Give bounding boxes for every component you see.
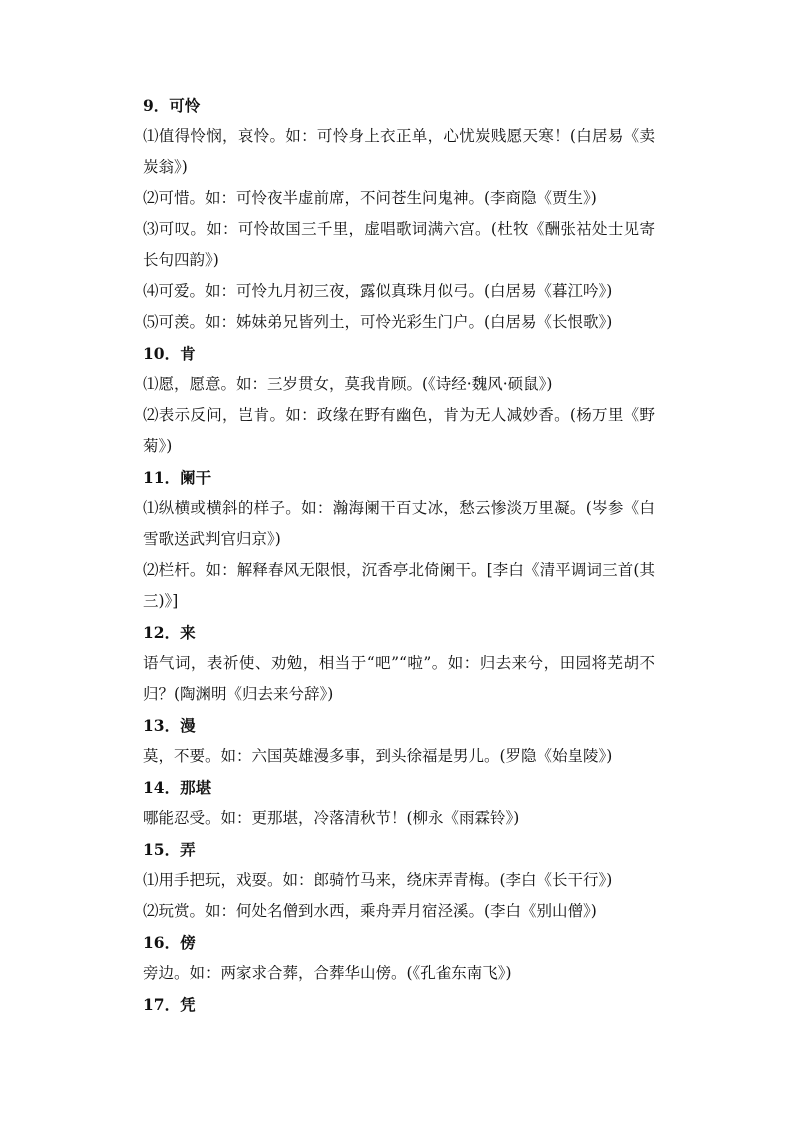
entry-9-def-2: ⑵可惜。如：可怜夜半虚前席，不问苍生问鬼神。(李商隐《贾生》) [143,189,597,207]
entry-heading-14: 14．那堪 [143,778,212,797]
entry-11-def-2: ⑵栏杆。如：解释春风无限恨，沉香亭北倚阑干。[李白《清平调词三首(其三)》] [143,561,655,610]
entry-heading-10: 10．肯 [143,344,196,363]
entry-10-def-1: ⑴愿，愿意。如：三岁贯女，莫我肯顾。(《诗经·魏风·硕鼠》) [143,375,553,393]
entry-12-def-1: 语气词，表祈使、劝勉，相当于“吧”“啦”。如：归去来兮，田园将芜胡不归？(陶渊明《归去来兮辞》) [143,654,655,703]
entry-heading-17: 17．凭 [143,995,196,1014]
entry-heading-11: 11．阑干 [143,468,212,487]
entry-heading-9: 9．可怜 [143,96,201,115]
entry-14-def-1: 哪能忍受。如：更那堪，冷落清秋节！(柳永《雨霖铃》) [143,809,520,827]
entry-9-def-4: ⑷可爱。如：可怜九月初三夜，露似真珠月似弓。(白居易《暮江吟》) [143,282,613,300]
entry-9-def-5: ⑸可羡。如：姊妹弟兄皆列土，可怜光彩生门户。(白居易《长恨歌》) [143,313,613,331]
entry-15-def-1: ⑴用手把玩，戏耍。如：郎骑竹马来，绕床弄青梅。(李白《长干行》) [143,871,613,889]
entry-heading-13: 13．漫 [143,716,196,735]
entry-9-def-3: ⑶可叹。如：可怜故国三千里，虚唱歌词满六宫。(杜牧《酬张祜处士见寄长句四韵》) [143,220,655,269]
entry-10-def-2: ⑵表示反问，岂肯。如：政缘在野有幽色，肯为无人减妙香。(杨万里《野菊》) [143,406,655,455]
entry-11-def-1: ⑴纵横或横斜的样子。如：瀚海阑干百丈冰，愁云惨淡万里凝。(岑参《白雪歌送武判官归京》) [143,499,655,548]
entry-13-def-1: 莫，不要。如：六国英雄漫多事，到头徐福是男儿。(罗隐《始皇陵》) [143,747,613,765]
vocabulary-list [143,90,655,1020]
entry-15-def-2: ⑵玩赏。如：何处名僧到水西，乘舟弄月宿泾溪。(李白《别山僧》) [143,902,597,920]
entry-heading-16: 16．傍 [143,933,196,952]
entry-heading-15: 15．弄 [143,840,196,859]
entry-heading-12: 12．来 [143,623,196,642]
entry-9-def-1: ⑴值得怜悯，哀怜。如：可怜身上衣正单，心忧炭贱愿天寒！(白居易《卖炭翁》) [143,127,655,176]
entry-16-def-1: 旁边。如：两家求合葬，合葬华山傍。(《孔雀东南飞》) [143,964,512,982]
